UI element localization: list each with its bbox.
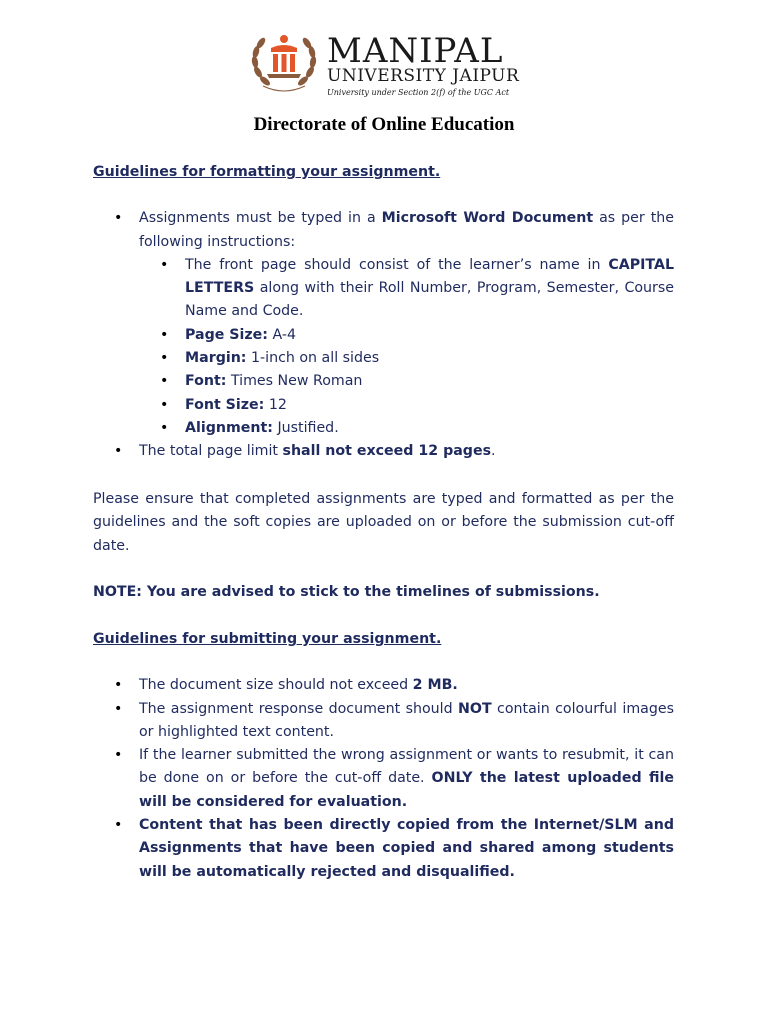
manipal-emblem-icon bbox=[249, 28, 319, 96]
item-bold-text: Microsoft Word Document bbox=[381, 210, 594, 227]
list-item bbox=[93, 744, 674, 814]
item-label: Margin: bbox=[185, 350, 247, 367]
item-text: as per the following instructions: bbox=[139, 210, 674, 250]
university-logo bbox=[249, 28, 529, 98]
list-item bbox=[93, 207, 674, 440]
list-item bbox=[93, 698, 674, 745]
list-item bbox=[139, 254, 674, 324]
item-text: The assignment response document should bbox=[139, 700, 459, 717]
item-bold-text: Content that has been directly copied from the Internet/SLM and Assignments that have been copied and shared among students will be automatically rejected and disqualified. bbox=[139, 817, 674, 880]
instructions-paragraph: Please ensure that completed assignments are typed and formatted as per the guidelines and the soft copies are uploaded on or before the submission cut-off date. bbox=[93, 491, 674, 554]
format-instructions-list bbox=[139, 254, 674, 440]
item-label: Page Size: bbox=[185, 326, 268, 343]
item-bold-text: NOT bbox=[458, 700, 492, 717]
brand-subtitle: UNIVERSITY JAIPUR bbox=[327, 66, 520, 86]
formatting-heading: Guidelines for formatting your assignment. bbox=[93, 164, 441, 180]
item-value: Justified. bbox=[272, 419, 339, 436]
note-block bbox=[93, 581, 674, 604]
item-text: along with their Roll Number, Program, Semester, Course Name and Code. bbox=[185, 280, 674, 320]
item-label: Font Size: bbox=[185, 396, 265, 413]
item-value: 12 bbox=[264, 396, 287, 413]
item-text: Assignments must be typed in a bbox=[139, 210, 382, 227]
item-value: A-4 bbox=[267, 326, 297, 343]
submitting-list bbox=[93, 674, 674, 884]
list-item bbox=[139, 324, 674, 347]
list-item bbox=[139, 347, 674, 370]
item-value: Times New Roman bbox=[226, 373, 363, 390]
note-text: NOTE: You are advised to stick to the timelines of submissions. bbox=[93, 584, 600, 600]
brand-tagline: University under Section 2(f) of the UGC Act bbox=[327, 88, 510, 97]
submitting-section bbox=[93, 628, 674, 884]
list-item bbox=[93, 674, 674, 697]
item-bold-text: ONLY the latest uploaded file will be considered for evaluation. bbox=[139, 770, 674, 810]
item-text: . bbox=[491, 443, 496, 460]
item-bold-text: 2 MB. bbox=[412, 677, 458, 694]
directorate-title: Directorate of Online Education bbox=[253, 114, 515, 135]
item-text: The front page should consist of the learner’s name in bbox=[185, 256, 609, 273]
item-text: contain colourful images or highlighted text content. bbox=[139, 700, 674, 740]
formatting-list bbox=[93, 207, 674, 463]
item-text: The total page limit bbox=[139, 443, 283, 460]
item-label: Alignment: bbox=[185, 419, 273, 436]
item-label: Font: bbox=[185, 373, 227, 390]
list-item bbox=[139, 394, 674, 417]
brand-text bbox=[327, 31, 520, 98]
item-bold-text: CAPITAL LETTERS bbox=[185, 256, 674, 297]
item-bold-text: shall not exceed 12 pages bbox=[282, 443, 492, 460]
list-item bbox=[93, 814, 674, 884]
list-item bbox=[139, 417, 674, 440]
formatting-section bbox=[93, 161, 674, 464]
item-text: The document size should not exceed bbox=[139, 677, 413, 694]
brand-name: MANIPAL bbox=[327, 31, 504, 71]
item-text: If the learner submitted the wrong assignment or wants to resubmit, it can be done on or before the cut-off date. bbox=[139, 747, 674, 787]
list-item bbox=[93, 440, 674, 463]
list-item bbox=[139, 370, 674, 393]
submitting-heading: Guidelines for submitting your assignment. bbox=[93, 631, 442, 647]
instructions-paragraph-block bbox=[93, 488, 674, 558]
item-value: 1-inch on all sides bbox=[246, 350, 380, 367]
